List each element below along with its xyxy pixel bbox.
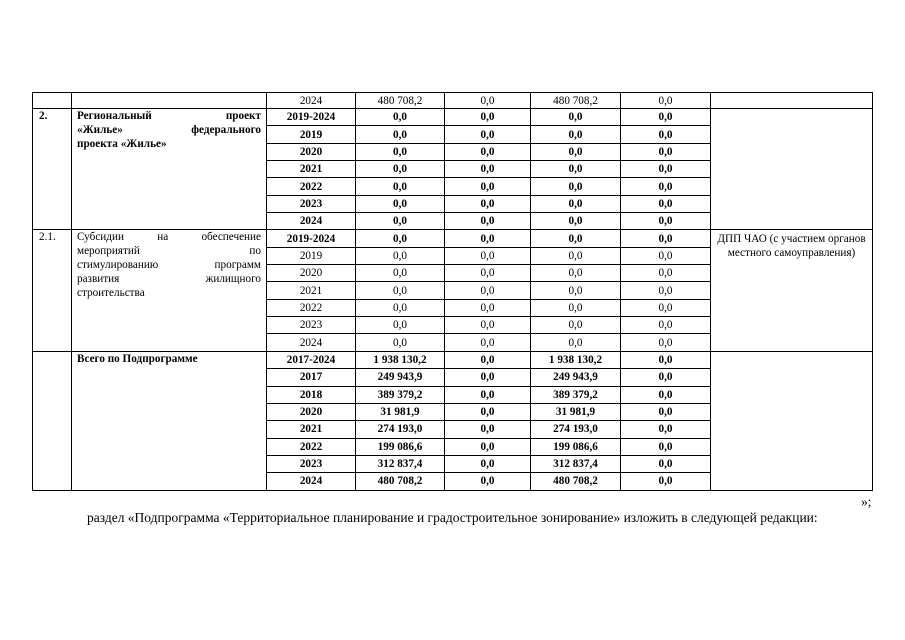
table-row [33,109,873,126]
federal-budget-cell: 0,0 [445,403,531,420]
year-cell: 2024 [267,334,356,351]
year-cell: 2019 [267,126,356,143]
total-cell: 0,0 [356,282,445,299]
other-sources-cell: 0,0 [621,403,711,420]
funding-table [32,92,873,491]
year-cell: 2023 [267,317,356,334]
federal-budget-cell: 0,0 [445,93,531,109]
activity-name-line [77,231,261,245]
federal-budget-cell: 0,0 [445,386,531,403]
other-sources-cell: 0,0 [621,143,711,160]
okrug-budget-cell: 274 193,0 [531,421,621,438]
row-number: 2.1. [33,230,72,351]
activity-name-word: по [249,245,261,258]
other-sources-cell: 0,0 [621,247,711,264]
year-cell: 2019 [267,247,356,264]
year-cell: 2018 [267,386,356,403]
total-cell: 312 837,4 [356,455,445,472]
other-sources-cell: 0,0 [621,230,711,247]
okrug-budget-cell: 480 708,2 [531,473,621,490]
activity-name-line [77,273,261,287]
activity-name-line [77,110,261,124]
total-cell: 0,0 [356,213,445,230]
activity-name-word: строительства [77,286,145,299]
other-sources-cell: 0,0 [621,386,711,403]
okrug-budget-cell: 0,0 [531,230,621,247]
total-cell: 0,0 [356,161,445,178]
other-sources-cell: 0,0 [621,421,711,438]
other-sources-cell: 0,0 [621,455,711,472]
federal-budget-cell: 0,0 [445,195,531,212]
activity-name [72,230,267,351]
other-sources-cell: 0,0 [621,195,711,212]
federal-budget-cell: 0,0 [445,213,531,230]
total-cell: 0,0 [356,143,445,160]
activity-name-line [77,138,261,152]
federal-budget-cell: 0,0 [445,265,531,282]
other-sources-cell: 0,0 [621,265,711,282]
okrug-budget-cell: 1 938 130,2 [531,351,621,368]
name-cell [72,93,267,109]
activity-name-word: Региональный [77,110,152,122]
other-sources-cell: 0,0 [621,109,711,126]
activity-name-word: мероприятий [77,245,140,258]
okrug-budget-cell: 0,0 [531,247,621,264]
total-cell: 0,0 [356,195,445,212]
activity-name-word: проекта «Жилье» [77,137,167,150]
total-cell: 0,0 [356,178,445,195]
activity-name-line [77,287,261,301]
activity-name-word: жилищного [205,272,261,285]
okrug-budget-cell: 199 086,6 [531,438,621,455]
year-cell: 2023 [267,195,356,212]
okrug-budget-cell: 249 943,9 [531,369,621,386]
year-cell: 2020 [267,143,356,160]
year-cell: 2022 [267,299,356,316]
row-number [33,351,72,490]
activity-name-word: «Жилье» [77,123,123,136]
federal-budget-cell: 0,0 [445,126,531,143]
total-cell: 0,0 [356,126,445,143]
year-cell: 2021 [267,421,356,438]
activity-name-word: программ [214,259,261,271]
executor-cell [711,93,873,109]
federal-budget-cell: 0,0 [445,109,531,126]
okrug-budget-cell: 0,0 [531,143,621,160]
row-number: 2. [33,109,72,230]
okrug-budget-cell: 0,0 [531,109,621,126]
federal-budget-cell: 0,0 [445,178,531,195]
year-cell: 2019-2024 [267,109,356,126]
federal-budget-cell: 0,0 [445,299,531,316]
total-cell: 1 938 130,2 [356,351,445,368]
executor-cell [711,109,873,230]
year-cell: 2022 [267,438,356,455]
total-cell: 249 943,9 [356,369,445,386]
year-cell: 2019-2024 [267,230,356,247]
table-row [33,351,873,368]
other-sources-cell: 0,0 [621,317,711,334]
okrug-budget-cell: 312 837,4 [531,455,621,472]
other-sources-cell: 0,0 [621,178,711,195]
activity-name-line [77,245,261,259]
activity-name-word: федерального [191,123,261,136]
federal-budget-cell: 0,0 [445,421,531,438]
federal-budget-cell: 0,0 [445,438,531,455]
total-cell: 0,0 [356,317,445,334]
closing-quote: »; [861,494,872,509]
other-sources-cell: 0,0 [621,369,711,386]
activity-name-word: стимулированию [77,259,159,271]
okrug-budget-cell: 0,0 [531,265,621,282]
activity-name-line [77,259,261,273]
federal-budget-cell: 0,0 [445,351,531,368]
okrug-budget-cell: 0,0 [531,178,621,195]
okrug-budget-cell: 0,0 [531,195,621,212]
federal-budget-cell: 0,0 [445,247,531,264]
okrug-budget-cell: 480 708,2 [531,93,621,109]
other-sources-cell: 0,0 [621,126,711,143]
okrug-budget-cell: 0,0 [531,282,621,299]
activity-name-word: обеспечение [201,231,261,244]
federal-budget-cell: 0,0 [445,334,531,351]
activity-name-word: Субсидии [77,231,124,244]
okrug-budget-cell: 0,0 [531,213,621,230]
other-sources-cell: 0,0 [621,282,711,299]
federal-budget-cell: 0,0 [445,455,531,472]
year-cell: 2017-2024 [267,351,356,368]
total-cell: 0,0 [356,247,445,264]
other-sources-cell: 0,0 [621,93,711,109]
okrug-budget-cell: 0,0 [531,334,621,351]
okrug-budget-cell: 0,0 [531,126,621,143]
total-cell: 199 086,6 [356,438,445,455]
total-cell: 480 708,2 [356,93,445,109]
federal-budget-cell: 0,0 [445,317,531,334]
total-cell: 0,0 [356,230,445,247]
other-sources-cell: 0,0 [621,299,711,316]
year-cell: 2022 [267,178,356,195]
federal-budget-cell: 0,0 [445,369,531,386]
okrug-budget-cell: 0,0 [531,161,621,178]
other-sources-cell: 0,0 [621,213,711,230]
federal-budget-cell: 0,0 [445,143,531,160]
total-cell: 274 193,0 [356,421,445,438]
year-cell: 2024 [267,93,356,109]
total-cell: 0,0 [356,299,445,316]
total-cell: 0,0 [356,334,445,351]
year-cell: 2020 [267,403,356,420]
activity-name: Всего по Подпрограмме [72,351,267,490]
year-cell: 2021 [267,282,356,299]
table-row [33,230,873,247]
other-sources-cell: 0,0 [621,334,711,351]
okrug-budget-cell: 0,0 [531,299,621,316]
activity-name-line [77,124,261,138]
federal-budget-cell: 0,0 [445,473,531,490]
year-cell: 2024 [267,213,356,230]
activity-name-word: развития [77,272,120,285]
total-cell: 31 981,9 [356,403,445,420]
okrug-budget-cell: 31 981,9 [531,403,621,420]
activity-name-word: проект [225,110,261,122]
other-sources-cell: 0,0 [621,438,711,455]
year-cell: 2020 [267,265,356,282]
executor-cell [711,351,873,490]
federal-budget-cell: 0,0 [445,282,531,299]
executor-cell: ДПП ЧАО (с участием органов местного самоуправления) [711,230,873,351]
activity-name [72,109,267,230]
okrug-budget-cell: 389 379,2 [531,386,621,403]
total-cell: 0,0 [356,109,445,126]
year-cell: 2024 [267,473,356,490]
year-cell: 2017 [267,369,356,386]
year-cell: 2021 [267,161,356,178]
federal-budget-cell: 0,0 [445,230,531,247]
federal-budget-cell: 0,0 [445,161,531,178]
table-row [33,93,873,109]
total-cell: 389 379,2 [356,386,445,403]
total-cell: 0,0 [356,265,445,282]
year-cell: 2023 [267,455,356,472]
number-cell [33,93,72,109]
other-sources-cell: 0,0 [621,161,711,178]
total-cell: 480 708,2 [356,473,445,490]
other-sources-cell: 0,0 [621,473,711,490]
other-sources-cell: 0,0 [621,351,711,368]
body-paragraph: раздел «Подпрограмма «Территориальное планирование и градостроительное зонирование» изложить в следующей редакции: [87,510,818,525]
okrug-budget-cell: 0,0 [531,317,621,334]
activity-name-word: на [157,231,169,244]
